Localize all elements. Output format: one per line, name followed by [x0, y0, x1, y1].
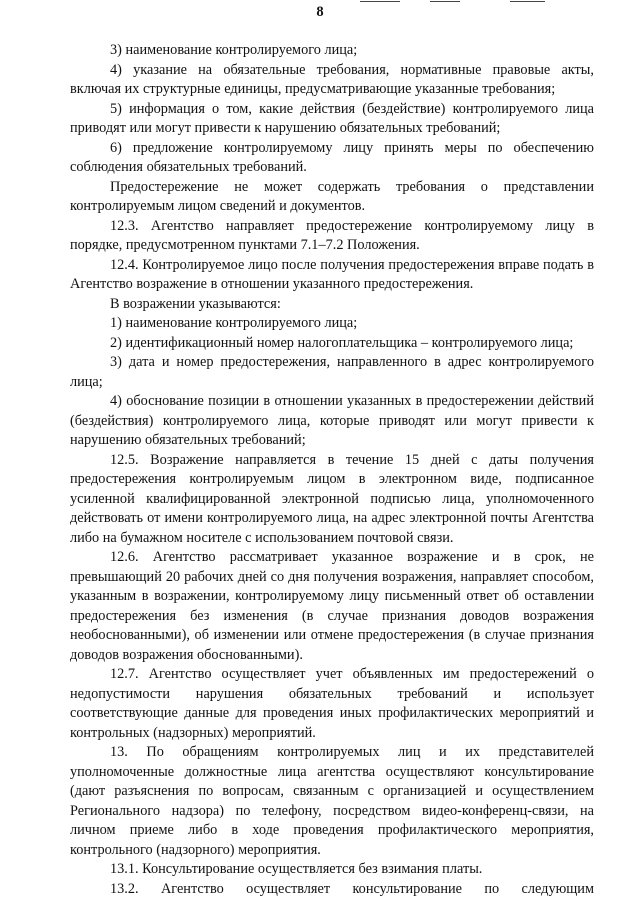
paragraph: 4) указание на обязательные требования, нормативные правовые акты, включая их структурные единицы, предусматривающие указанные требования;: [70, 61, 594, 97]
paragraph: 3) дата и номер предостережения, направленного в адрес контролируемого лица;: [70, 354, 594, 390]
paragraph: 13.1. Консультирование осуществляется без взимания платы.: [110, 861, 483, 877]
paragraph: 12.4. Контролируемое лицо после получения предостережения вправе подать в Агентство возражение в отношении указанного предостережения.: [70, 256, 594, 292]
document-body: [70, 41, 594, 899]
paragraph: 3) наименование контролируемого лица;: [110, 42, 358, 58]
paragraph: 13.2. Агентство осуществляет консультирование по следующим: [110, 880, 594, 897]
paragraph: 12.3. Агентство направляет предостережение контролируемому лицу в порядке, предусмотренном пунктами 7.1–7.2 Положения.: [70, 217, 594, 253]
paragraph: 6) предложение контролируемому лицу принять меры по обеспечению соблюдения обязательных требований.: [70, 139, 594, 175]
paragraph: В возражении указываются:: [110, 295, 281, 312]
page-number: 8: [316, 4, 324, 20]
paragraph: 12.6. Агентство рассматривает указанное возражение и в срок, не превышающий 20 рабочих дней со дня получения возражения, направляет способом, указанным в возражении, контролируемому лицу письменный ответ об оставлении предостережения без изменения (в случае признания доводов возражения необоснованными), об изменении или отмене предостережения (в случае признания доводов возражения обоснованными).: [70, 549, 594, 663]
paragraph: 12.5. Возражение направляется в течение 15 дней с даты получения предостережения контролируемым лицом в электронном виде, подписанное усиленной квалифицированной электронной подписью лица, уполномоченного действовать от имени контролируемого лица, на адрес электронной почты Агентства либо на бумажном носителе с использованием почтовой связи.: [70, 451, 594, 546]
paragraph: 2) идентификационный номер налогоплательщика – контролируемого лица;: [110, 334, 574, 351]
paragraph: 5) информация о том, какие действия (бездействие) контролируемого лица приводят или могут привести к нарушению обязательных требований;: [70, 100, 594, 136]
paragraph: Предостережение не может содержать требования о представлении контролируемым лицом сведений и документов.: [70, 178, 594, 214]
paragraph: 4) обоснование позиции в отношении указанных в предостережении действий (бездействия) контролируемого лица, которые приводят или могут привести к нарушению обязательных требований;: [70, 393, 594, 448]
paragraph: 1) наименование контролируемого лица;: [110, 315, 358, 331]
paragraph: 12.7. Агентство осуществляет учет объявленных им предостережений о недопустимости нарушения обязательных требований и использует соответствующие данные для проведения иных профилактических мероприятий и контрольных (надзорных) мероприятий.: [70, 666, 594, 741]
scan-edge-marks: [360, 0, 600, 3]
paragraph: 13. По обращениям контролируемых лиц и их представителей уполномоченные должностные лица агентства осуществляют консультирование (дают разъяснения по вопросам, связанным с организацией и осуществлением Регионального надзора) по телефону, посредством видео-конференц-связи, на личном приеме либо в ходе проведения профилактического мероприятия, контрольного (надзорного) мероприятия.: [70, 744, 594, 858]
